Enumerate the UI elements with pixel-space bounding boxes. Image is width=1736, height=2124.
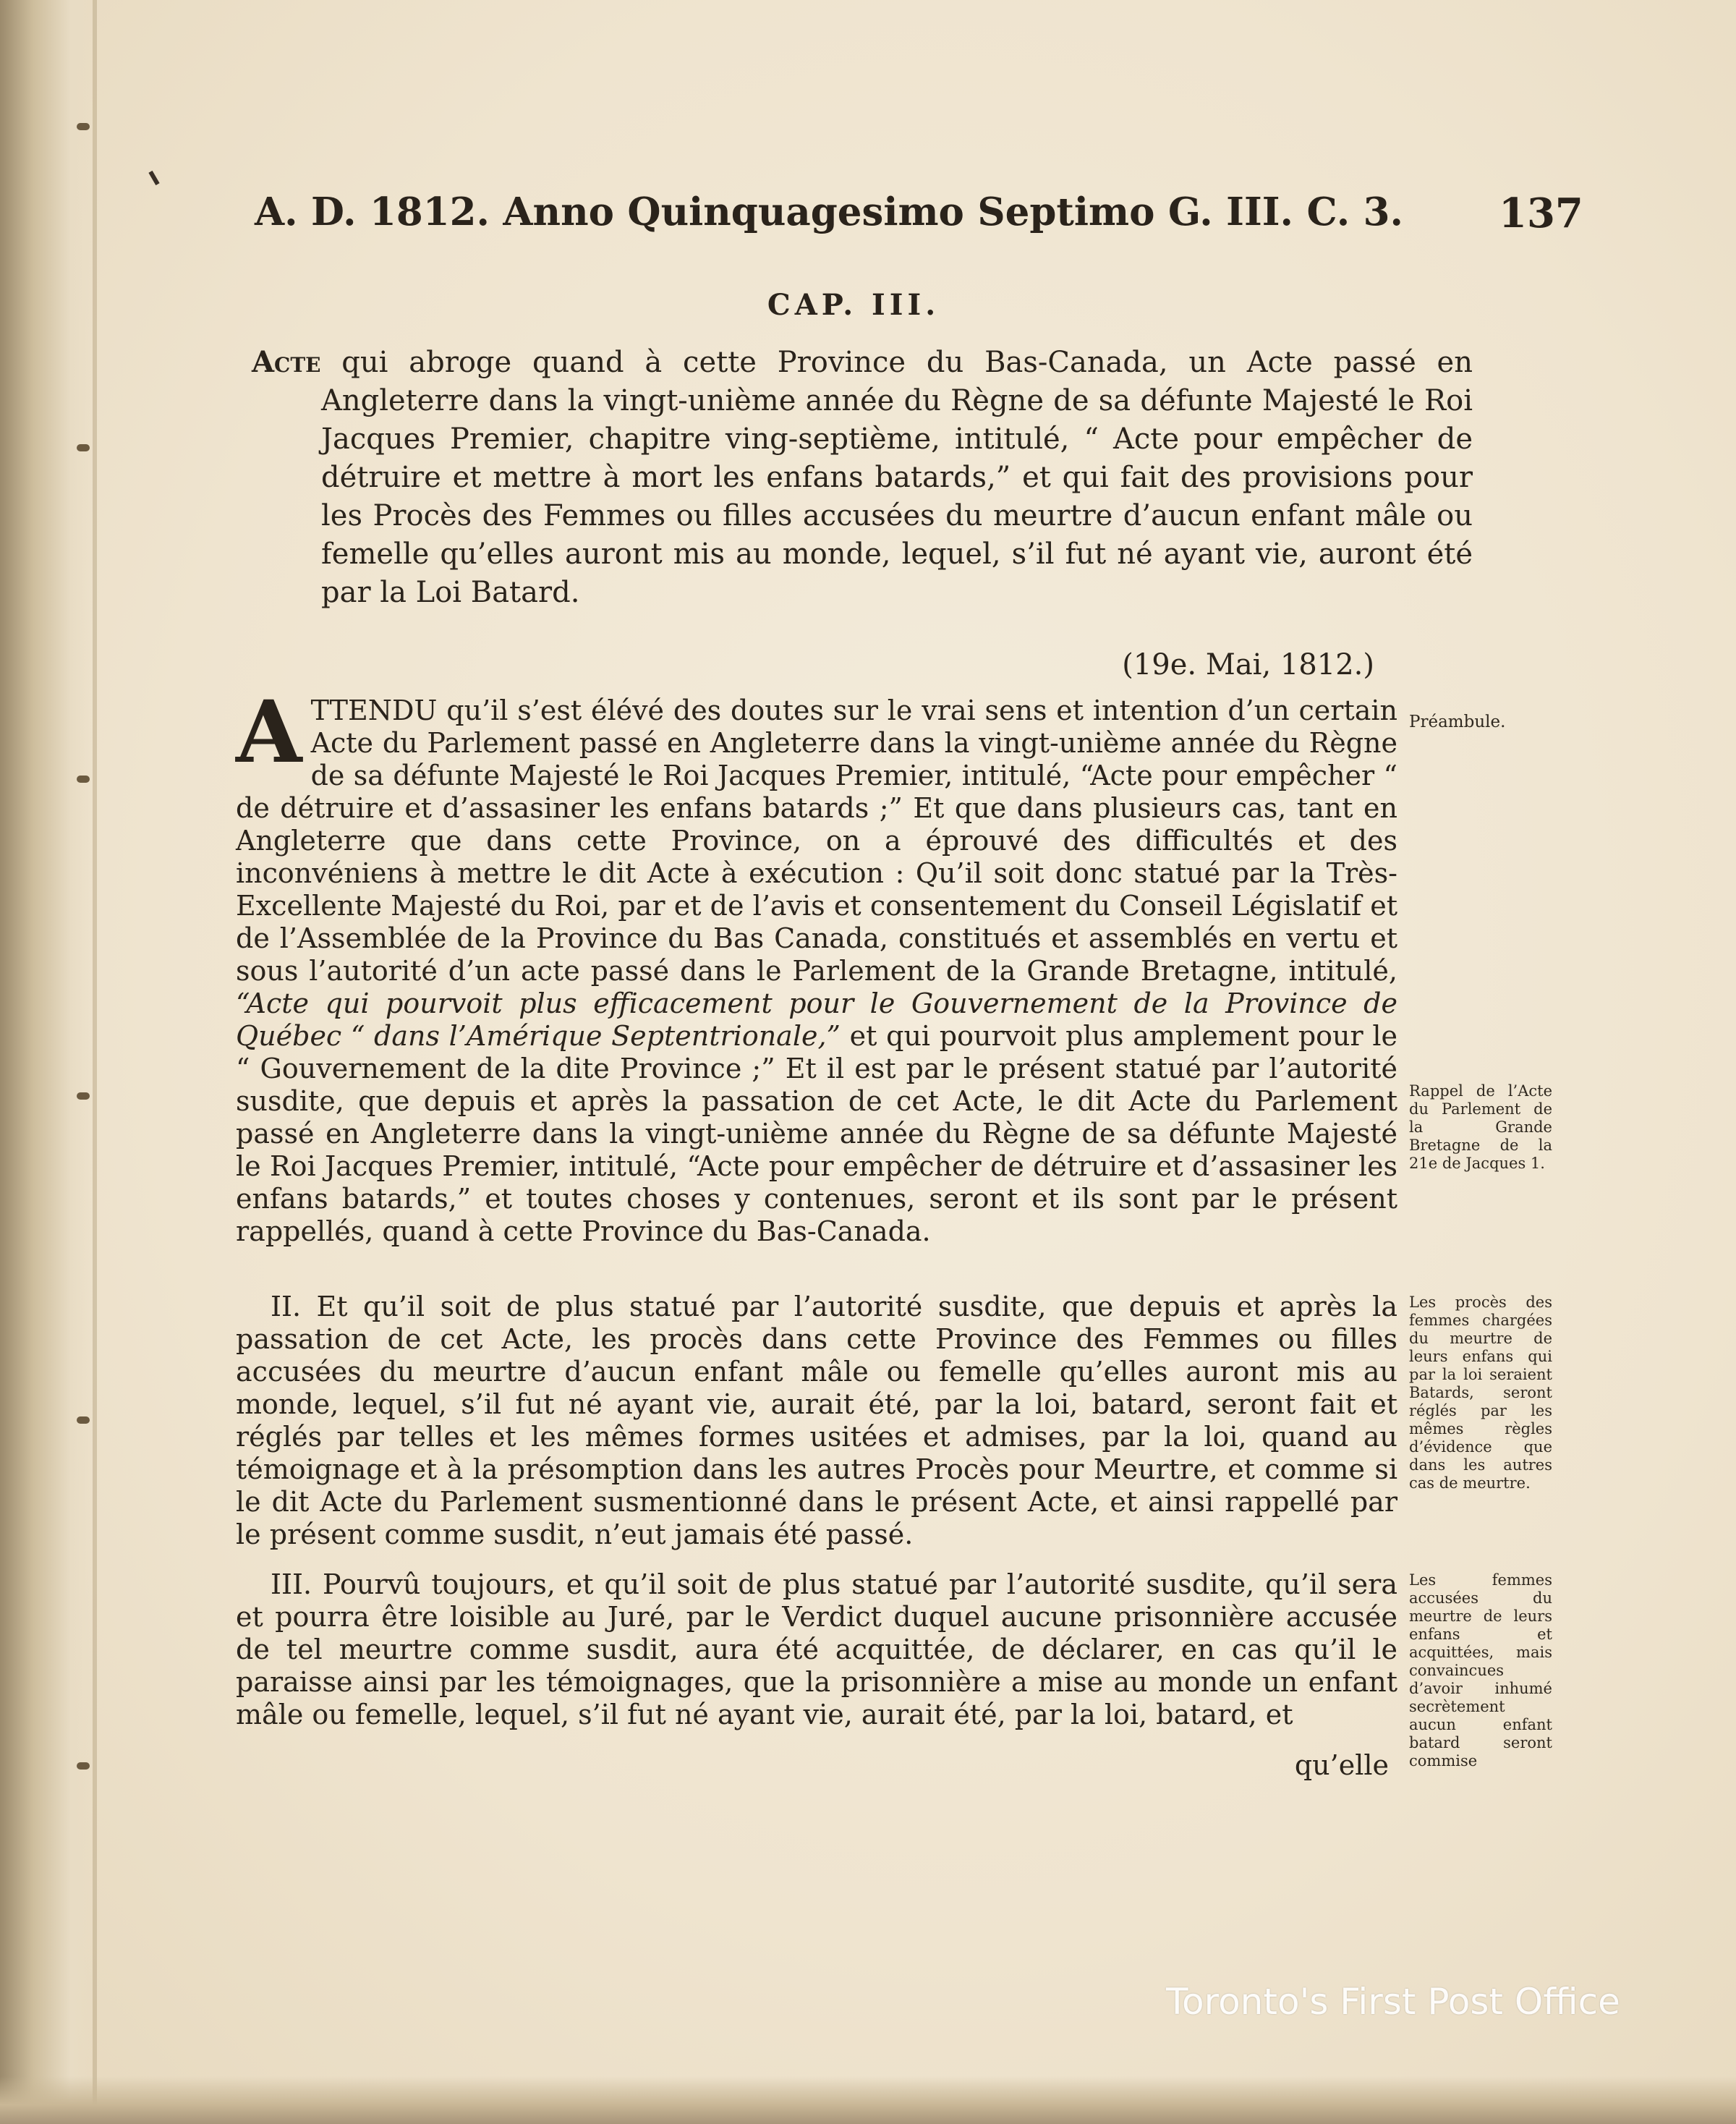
preamble-text-continued: et qui pourvoit plus amplement pour le “ Gouvernement de la dite Province ;” Et il est par le présent statué par l’autorité susdite, que depuis et après la passation de cet Acte, le dit Acte du Parlement passé en Angleterre dans la vingt-unième année du Règne de sa défunte Majesté le Roi Jacques Premier, intitulé, “Acte pour empêcher de détruire et d’assasiner les enfans batards,” et toutes choses y contenues, seront et ils sont par le présent rappellés, quand à cette Province du Bas-Canada. xyxy=(236,1020,1397,1247)
running-head: A. D. 1812. Anno Quinquagesimo Septimo G. III. C. 3. xyxy=(255,190,1403,234)
preamble-paragraph xyxy=(236,681,1397,1248)
margin-note-proces: Les procès des femmes chargées du meurtre de leurs enfans qui par la loi seraient Batards, seront réglés par les mêmes règles d’évidence que dans les autres cas de meurtre. xyxy=(1409,1293,1552,1492)
margin-note-preambule: Préambule. xyxy=(1409,713,1506,731)
ink-mark xyxy=(148,171,159,185)
binding-stitch xyxy=(77,776,90,783)
margin-note-femmes: Les femmes accusées du meurtre de leurs enfans et acquittées, mais convaincues d’avoir inhumé secrètement aucun enfant batard seront commise xyxy=(1409,1571,1552,1770)
cited-act-title: “Acte qui pourvoit plus efficacement pour le Gouvernement de la Province de Québec “ dans l’Amérique Septentrionale,” xyxy=(236,987,1397,1052)
page-bottom-edge xyxy=(0,2076,1736,2124)
page-number: 137 xyxy=(1499,190,1583,237)
binding-stitch xyxy=(77,1092,90,1100)
drop-cap: A xyxy=(236,681,302,782)
act-title-text: qui abroge quand à cette Province du Bas-Canada, un Acte passé en Angleterre dans la vingt-unième année du Règne de sa défunte Majesté le Roi Jacques Premier, chapitre ving-septième, intitulé, “ Acte pour empêcher de détruire et mettre à mort les enfans batards,” et qui fait des provisions pour les Procès des Femmes ou filles accusées du meurtre d’aucun enfant mâle ou femelle qu’elles auront mis au monde, lequel, s’il fut né ayant vie, auront été par la Loi Batard. xyxy=(320,346,1473,609)
preamble-text: TTENDU qu’il s’est élévé des doutes sur le vrai sens et intention d’un certain Acte du Parlement passé en Angleterre dans la vingt-unième année du Règne de sa défunte Majesté le Roi Jacques Premier, intitulé, “Acte pour empêcher “ de détruire et d’assasiner les enfans batards ;” Et que dans plusieurs cas, tant en Angleterre que dans cette Province, on a éprouvé des difficultés et des inconvéniens à mettre le dit Acte à exécution : Qu’il soit donc statué par la Très-Excellente Majesté du Roi, par et de l’avis et consentement du Conseil Législatif et de l’Assemblée de la Province du Bas Canada, constitués et assemblés en vertu et sous l’autorité d’un acte passé dans le Parlement de la Grande Bretagne, intitulé, xyxy=(236,694,1397,987)
binding-stitch xyxy=(77,123,90,130)
act-title xyxy=(252,343,1473,612)
binding-gutter xyxy=(0,0,94,2124)
act-date: (19e. Mai, 1812.) xyxy=(1122,648,1374,681)
catchword: qu’elle xyxy=(1294,1749,1389,1781)
page-fold xyxy=(93,0,97,2124)
act-title-lead: Acte xyxy=(252,345,321,379)
chapter-heading: CAP. III. xyxy=(767,288,940,322)
margin-note-rappel: Rappel de l’Acte du Parlement de la Grande Bretagne de la 21e de Jacques 1. xyxy=(1409,1082,1552,1172)
binding-stitch xyxy=(77,1762,90,1770)
binding-stitch xyxy=(77,444,90,451)
section-3-paragraph: III. Pourvû toujours, et qu’il soit de plus statué par l’autorité susdite, qu’il sera et pourra être loisible au Juré, par le Verdict duquel aucune prisonnière accusée de tel meurtre comme susdit, aura été acquittée, de déclarer, en cas qu’il le paraisse ainsi par les témoignages, que la prisonnière a mise au monde un enfant mâle ou femelle, lequel, s’il fut né ayant vie, aurait été, par la loi, batard, et xyxy=(236,1568,1397,1730)
watermark: Toronto's First Post Office xyxy=(1166,1981,1620,2023)
binding-stitch xyxy=(77,1416,90,1424)
section-2-paragraph: II. Et qu’il soit de plus statué par l’autorité susdite, que depuis et après la passation de cet Acte, les procès dans cette Province des Femmes ou filles accusées du meurtre d’aucun enfant mâle ou femelle qu’elles auront mis au monde, lequel, s’il fut né ayant vie, aurait été, par la loi, batard, seront fait et réglés par telles et les mêmes formes usitées et admises, par la loi, quand au témoignage et à la présomption dans les autres Procès pour Meurtre, et comme si le dit Acte du Parlement susmentionné dans le présent Acte, et ainsi rappellé par le présent comme susdit, n’eut jamais été passé. xyxy=(236,1291,1397,1550)
